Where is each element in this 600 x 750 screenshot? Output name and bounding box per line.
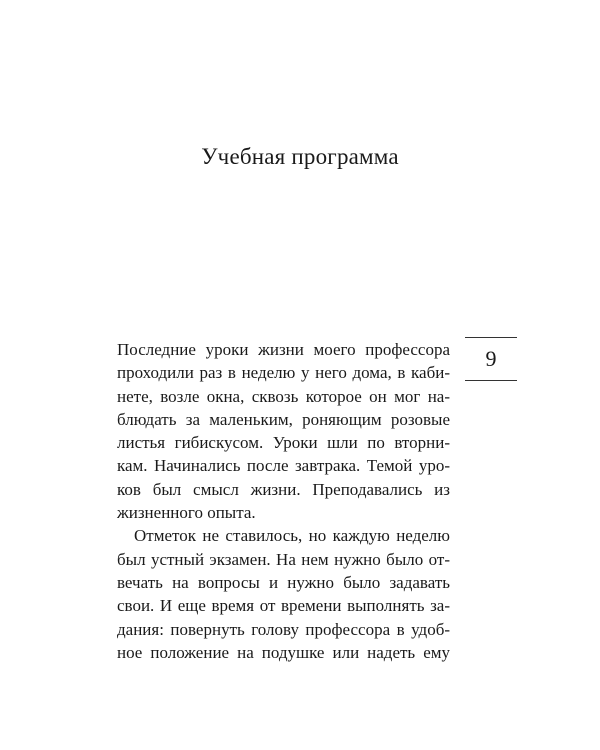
- text-line: Последние уроки жизни моего профессора: [117, 340, 450, 359]
- body-text: [117, 338, 450, 664]
- text-line: вечать на вопросы и нужно было задавать: [117, 572, 450, 592]
- page-number-bottom-rule: [465, 380, 517, 381]
- page-number-top-rule: [465, 337, 517, 338]
- page-number-box: [465, 337, 517, 381]
- text-line: жизненного опыта.: [117, 503, 256, 523]
- text-line: Отметок не ставилось, но каждую неделю: [134, 526, 450, 546]
- page-number: 9: [485, 346, 497, 371]
- text-line: блюдать за маленьким, роняющим розовые: [117, 409, 450, 429]
- chapter-title: Учебная программа: [201, 144, 399, 169]
- text-line: дания: повернуть голову профессора в удоб-: [117, 619, 450, 639]
- text-line: свои. И еще время от времени выполнять за-: [117, 596, 450, 616]
- text-line: проходили раз в неделю у него дома, в каби-: [117, 363, 450, 383]
- text-line: кам. Начинались после завтрака. Темой уро-: [117, 456, 450, 476]
- text-line: ков был смысл жизни. Преподавались из: [117, 479, 450, 499]
- text-line: ное положение на подушке или надеть ему: [117, 642, 450, 662]
- text-line: нете, возле окна, сквозь которое он мог на-: [117, 386, 450, 406]
- text-line: был устный экзамен. На нем нужно было от-: [117, 549, 450, 569]
- text-line: листья гибискусом. Уроки шли по вторни-: [117, 433, 450, 453]
